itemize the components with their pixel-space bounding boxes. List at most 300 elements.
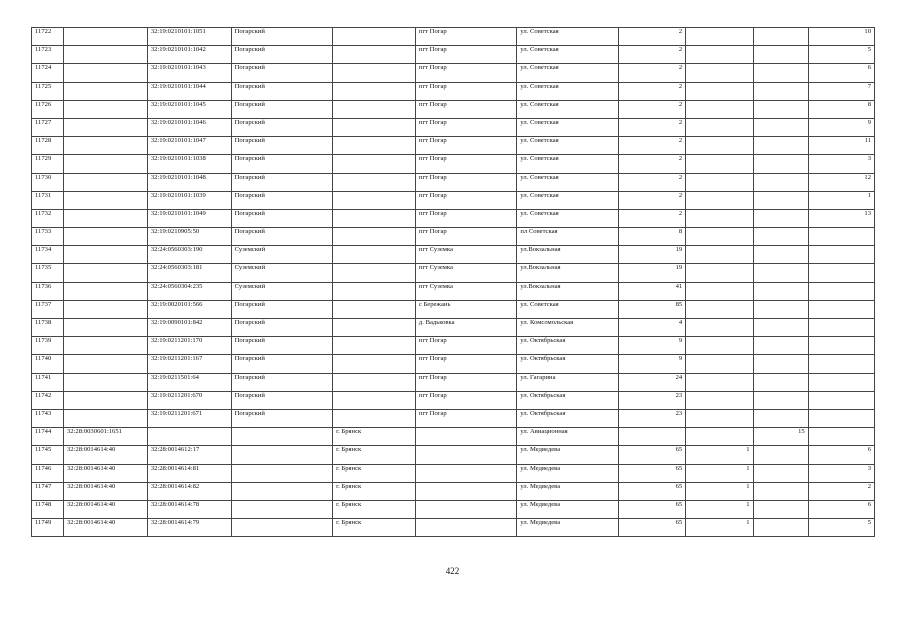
cell-cadastral-number: 32:19:0210101:1049 — [147, 209, 231, 227]
cell-cadastral-parent — [63, 391, 147, 409]
cell-row-number: 11731 — [32, 191, 64, 209]
cell-building — [686, 64, 753, 82]
cell-settlement — [415, 500, 517, 518]
cell-settlement: пгт Погар — [415, 209, 517, 227]
cell-apartment-a — [753, 46, 808, 64]
cell-house: 23 — [618, 409, 685, 427]
cell-city — [333, 409, 416, 427]
cell-apartment-a — [753, 209, 808, 227]
cell-district: Погарский — [231, 319, 333, 337]
cell-street: ул. Октябрьская — [517, 409, 619, 427]
cell-cadastral-parent — [63, 264, 147, 282]
cell-house: 19 — [618, 246, 685, 264]
cell-apartment-b: 7 — [808, 82, 874, 100]
table-row — [32, 28, 875, 46]
cell-apartment-a — [753, 246, 808, 264]
cell-building: 1 — [686, 519, 753, 537]
cell-settlement: пгт Суземка — [415, 264, 517, 282]
cell-house: 2 — [618, 82, 685, 100]
cell-house: 19 — [618, 264, 685, 282]
cell-street: ул. Медведева — [517, 519, 619, 537]
cell-apartment-b: 6 — [808, 500, 874, 518]
cell-cadastral-number: 32:19:0210101:1044 — [147, 82, 231, 100]
cell-cadastral-parent: 32:28:0030601:1651 — [63, 428, 147, 446]
cell-apartment-b — [808, 391, 874, 409]
cell-house: 2 — [618, 173, 685, 191]
cell-settlement: пгт Погар — [415, 355, 517, 373]
cell-city — [333, 209, 416, 227]
cell-building — [686, 46, 753, 64]
cell-street: ул. Октябрьская — [517, 391, 619, 409]
cell-settlement — [415, 519, 517, 537]
cell-street: ул. Медведева — [517, 482, 619, 500]
cell-apartment-b: 5 — [808, 46, 874, 64]
cell-row-number: 11740 — [32, 355, 64, 373]
cell-house: 2 — [618, 64, 685, 82]
cell-row-number: 11728 — [32, 137, 64, 155]
cell-city — [333, 155, 416, 173]
cell-district: Погарский — [231, 137, 333, 155]
cell-row-number: 11748 — [32, 500, 64, 518]
cell-building — [686, 118, 753, 136]
cell-district: Погарский — [231, 191, 333, 209]
cell-cadastral-parent — [63, 100, 147, 118]
cell-city: г. Брянск — [333, 500, 416, 518]
cell-house: 41 — [618, 282, 685, 300]
cell-cadastral-parent: 32:28:0014614:40 — [63, 446, 147, 464]
cell-row-number: 11742 — [32, 391, 64, 409]
cell-district: Суземский — [231, 246, 333, 264]
cell-building — [686, 100, 753, 118]
cell-city — [333, 82, 416, 100]
cell-building: 1 — [686, 464, 753, 482]
cell-district — [231, 446, 333, 464]
cell-building — [686, 82, 753, 100]
cell-apartment-a — [753, 82, 808, 100]
cell-row-number: 11739 — [32, 337, 64, 355]
cell-building — [686, 209, 753, 227]
cell-building — [686, 28, 753, 46]
cell-row-number: 11736 — [32, 282, 64, 300]
cell-district: Погарский — [231, 118, 333, 136]
cell-city — [333, 173, 416, 191]
cell-cadastral-parent: 32:28:0014614:40 — [63, 519, 147, 537]
cell-street: ул. Советская — [517, 28, 619, 46]
table-row — [32, 319, 875, 337]
cell-street: ул. Советская — [517, 300, 619, 318]
cell-cadastral-parent — [63, 28, 147, 46]
cell-apartment-b: 11 — [808, 137, 874, 155]
cell-apartment-a: 15 — [753, 428, 808, 446]
cell-apartment-a — [753, 337, 808, 355]
cell-building — [686, 337, 753, 355]
cell-street: ул. Советская — [517, 46, 619, 64]
table-row — [32, 373, 875, 391]
cell-building: 1 — [686, 482, 753, 500]
cell-cadastral-number: 32:24:0560304:235 — [147, 282, 231, 300]
cell-city — [333, 28, 416, 46]
cell-city: г. Брянск — [333, 482, 416, 500]
table-row — [32, 282, 875, 300]
cell-street: ул.Вокзальная — [517, 282, 619, 300]
cell-apartment-a — [753, 446, 808, 464]
cell-street: ул. Советская — [517, 137, 619, 155]
cell-street: ул. Советская — [517, 100, 619, 118]
cell-apartment-a — [753, 355, 808, 373]
cell-district — [231, 519, 333, 537]
cell-row-number: 11744 — [32, 428, 64, 446]
cell-city — [333, 355, 416, 373]
cell-settlement: пгт Погар — [415, 137, 517, 155]
cell-district — [231, 500, 333, 518]
cell-building — [686, 155, 753, 173]
cell-cadastral-number: 32:19:0211201:670 — [147, 391, 231, 409]
cell-settlement: пгт Погар — [415, 337, 517, 355]
cell-cadastral-parent — [63, 300, 147, 318]
cell-apartment-b — [808, 409, 874, 427]
cell-settlement: пгт Погар — [415, 28, 517, 46]
cell-settlement: пгт Погар — [415, 173, 517, 191]
cell-apartment-a — [753, 155, 808, 173]
cell-cadastral-number: 32:19:0020101:566 — [147, 300, 231, 318]
cell-apartment-b: 6 — [808, 446, 874, 464]
cell-row-number: 11734 — [32, 246, 64, 264]
cell-apartment-a — [753, 409, 808, 427]
cell-city — [333, 228, 416, 246]
cell-settlement: пгт Погар — [415, 391, 517, 409]
cell-building — [686, 282, 753, 300]
cell-row-number: 11732 — [32, 209, 64, 227]
cell-street: ул.Вокзальная — [517, 246, 619, 264]
table-row — [32, 482, 875, 500]
cell-row-number: 11724 — [32, 64, 64, 82]
document-page — [31, 27, 875, 537]
table-row — [32, 64, 875, 82]
cell-district: Суземский — [231, 282, 333, 300]
cell-street: ул. Советская — [517, 64, 619, 82]
cell-building — [686, 428, 753, 446]
cell-street: ул.Вокзальная — [517, 264, 619, 282]
cell-apartment-b — [808, 337, 874, 355]
cell-house: 2 — [618, 118, 685, 136]
cell-house: 65 — [618, 446, 685, 464]
cell-cadastral-parent — [63, 319, 147, 337]
table-row — [32, 173, 875, 191]
table-row — [32, 500, 875, 518]
cell-city: г. Брянск — [333, 428, 416, 446]
cell-cadastral-parent: 32:28:0014614:40 — [63, 464, 147, 482]
cell-cadastral-parent — [63, 337, 147, 355]
cell-house — [618, 428, 685, 446]
cell-row-number: 11735 — [32, 264, 64, 282]
cell-district: Погарский — [231, 209, 333, 227]
cell-district: Погарский — [231, 373, 333, 391]
cell-cadastral-parent — [63, 155, 147, 173]
cell-apartment-b: 5 — [808, 519, 874, 537]
cell-settlement: пгт Погар — [415, 118, 517, 136]
cell-district: Погарский — [231, 300, 333, 318]
cell-house: 2 — [618, 100, 685, 118]
cell-street: ул. Советская — [517, 82, 619, 100]
cell-settlement: пгт Погар — [415, 373, 517, 391]
cell-building — [686, 409, 753, 427]
cell-row-number: 11722 — [32, 28, 64, 46]
cell-settlement — [415, 446, 517, 464]
cell-city — [333, 137, 416, 155]
cell-row-number: 11727 — [32, 118, 64, 136]
cell-apartment-a — [753, 464, 808, 482]
cell-street: ул. Комсомольская — [517, 319, 619, 337]
table-row — [32, 519, 875, 537]
table-row — [32, 355, 875, 373]
cell-apartment-a — [753, 282, 808, 300]
cell-district — [231, 428, 333, 446]
cell-district — [231, 464, 333, 482]
cell-cadastral-number: 32:19:0210101:1048 — [147, 173, 231, 191]
cell-row-number: 11733 — [32, 228, 64, 246]
cell-house: 2 — [618, 28, 685, 46]
cell-street: ул. Октябрьская — [517, 337, 619, 355]
cell-building — [686, 191, 753, 209]
cell-apartment-b: 2 — [808, 482, 874, 500]
cell-apartment-b: 8 — [808, 100, 874, 118]
cell-row-number: 11725 — [32, 82, 64, 100]
cell-city — [333, 282, 416, 300]
cell-district: Погарский — [231, 391, 333, 409]
cell-settlement: пгт Погар — [415, 46, 517, 64]
cell-apartment-b: 3 — [808, 464, 874, 482]
cell-street: ул. Советская — [517, 191, 619, 209]
table-row — [32, 137, 875, 155]
cell-apartment-b — [808, 428, 874, 446]
cell-city — [333, 118, 416, 136]
cell-apartment-b: 1 — [808, 191, 874, 209]
cell-cadastral-number: 32:19:0211201:167 — [147, 355, 231, 373]
cell-settlement: с Бережань — [415, 300, 517, 318]
cell-city — [333, 319, 416, 337]
cell-apartment-a — [753, 28, 808, 46]
cell-cadastral-number: 32:24:0560303:190 — [147, 246, 231, 264]
table-row — [32, 428, 875, 446]
cell-settlement: пгт Погар — [415, 228, 517, 246]
cell-row-number: 11738 — [32, 319, 64, 337]
cell-settlement — [415, 428, 517, 446]
cell-cadastral-number: 32:19:0210101:1043 — [147, 64, 231, 82]
cell-row-number: 11723 — [32, 46, 64, 64]
cell-house: 85 — [618, 300, 685, 318]
cell-district: Погарский — [231, 409, 333, 427]
cell-cadastral-parent — [63, 282, 147, 300]
cell-street: ул. Медведева — [517, 464, 619, 482]
cell-district: Суземский — [231, 264, 333, 282]
cell-cadastral-number: 32:19:0210101:1039 — [147, 191, 231, 209]
cell-cadastral-number: 32:28:0014614:81 — [147, 464, 231, 482]
cell-district: Погарский — [231, 46, 333, 64]
cell-district: Погарский — [231, 64, 333, 82]
table-row — [32, 446, 875, 464]
cell-city — [333, 246, 416, 264]
cell-city — [333, 373, 416, 391]
cell-apartment-a — [753, 500, 808, 518]
cell-street: ул. Гагарина — [517, 373, 619, 391]
table-row — [32, 82, 875, 100]
cell-apartment-b — [808, 246, 874, 264]
cell-cadastral-number: 32:28:0014614:78 — [147, 500, 231, 518]
cell-district: Погарский — [231, 155, 333, 173]
cell-row-number: 11726 — [32, 100, 64, 118]
cell-settlement — [415, 482, 517, 500]
cell-cadastral-number: 32:19:0210101:1046 — [147, 118, 231, 136]
cell-settlement: пгт Погар — [415, 100, 517, 118]
cell-house: 2 — [618, 191, 685, 209]
table-row — [32, 409, 875, 427]
registry-table — [31, 27, 875, 537]
cell-house: 24 — [618, 373, 685, 391]
table-row — [32, 228, 875, 246]
cell-apartment-a — [753, 100, 808, 118]
cell-city: г. Брянск — [333, 446, 416, 464]
cell-apartment-b — [808, 264, 874, 282]
cell-house: 2 — [618, 137, 685, 155]
cell-building — [686, 373, 753, 391]
page-number: 422 — [445, 566, 460, 576]
cell-cadastral-parent — [63, 64, 147, 82]
cell-cadastral-parent — [63, 228, 147, 246]
cell-apartment-b — [808, 355, 874, 373]
cell-district: Погарский — [231, 228, 333, 246]
cell-settlement: пгт Погар — [415, 64, 517, 82]
table-row — [32, 100, 875, 118]
cell-settlement: пгт Погар — [415, 82, 517, 100]
cell-street: ул. Октябрьская — [517, 355, 619, 373]
table-row — [32, 264, 875, 282]
cell-row-number: 11743 — [32, 409, 64, 427]
cell-house: 4 — [618, 319, 685, 337]
table-row — [32, 191, 875, 209]
cell-row-number: 11749 — [32, 519, 64, 537]
cell-house: 2 — [618, 209, 685, 227]
cell-city — [333, 391, 416, 409]
table-row — [32, 118, 875, 136]
cell-apartment-a — [753, 482, 808, 500]
cell-apartment-b: 9 — [808, 118, 874, 136]
cell-settlement: пгт Погар — [415, 155, 517, 173]
cell-apartment-a — [753, 373, 808, 391]
cell-district: Погарский — [231, 100, 333, 118]
cell-city: г. Брянск — [333, 519, 416, 537]
cell-cadastral-parent — [63, 373, 147, 391]
table-row — [32, 246, 875, 264]
cell-cadastral-number: 32:19:0210101:1051 — [147, 28, 231, 46]
cell-row-number: 11747 — [32, 482, 64, 500]
cell-cadastral-parent: 32:28:0014614:40 — [63, 482, 147, 500]
cell-district: Погарский — [231, 173, 333, 191]
cell-building — [686, 137, 753, 155]
cell-apartment-a — [753, 519, 808, 537]
cell-house: 65 — [618, 482, 685, 500]
cell-street: ул. Советская — [517, 209, 619, 227]
cell-cadastral-number: 32:19:0210101:1038 — [147, 155, 231, 173]
cell-house: 2 — [618, 46, 685, 64]
cell-cadastral-number: 32:28:0014612:17 — [147, 446, 231, 464]
cell-cadastral-parent — [63, 191, 147, 209]
cell-street: пл Советская — [517, 228, 619, 246]
cell-apartment-a — [753, 64, 808, 82]
cell-apartment-b: 12 — [808, 173, 874, 191]
table-row — [32, 391, 875, 409]
cell-settlement: пгт Погар — [415, 191, 517, 209]
cell-building — [686, 391, 753, 409]
cell-apartment-a — [753, 118, 808, 136]
table-row — [32, 337, 875, 355]
table-row — [32, 464, 875, 482]
cell-cadastral-parent — [63, 246, 147, 264]
cell-building — [686, 319, 753, 337]
cell-district: Погарский — [231, 82, 333, 100]
cell-cadastral-number: 32:19:0211201:170 — [147, 337, 231, 355]
cell-cadastral-number: 32:19:0210101:1042 — [147, 46, 231, 64]
cell-settlement: пгт Суземка — [415, 246, 517, 264]
cell-house: 9 — [618, 355, 685, 373]
cell-cadastral-number: 32:28:0014614:82 — [147, 482, 231, 500]
cell-cadastral-number — [147, 428, 231, 446]
cell-street: ул. Авиационная — [517, 428, 619, 446]
cell-house: 2 — [618, 155, 685, 173]
cell-row-number: 11729 — [32, 155, 64, 173]
table-row — [32, 300, 875, 318]
cell-apartment-b: 6 — [808, 64, 874, 82]
cell-city — [333, 264, 416, 282]
cell-cadastral-parent — [63, 409, 147, 427]
cell-cadastral-parent — [63, 82, 147, 100]
cell-city: г. Брянск — [333, 464, 416, 482]
cell-city — [333, 191, 416, 209]
cell-cadastral-parent — [63, 137, 147, 155]
cell-cadastral-number: 32:19:0211501:64 — [147, 373, 231, 391]
cell-apartment-b — [808, 319, 874, 337]
cell-cadastral-parent — [63, 209, 147, 227]
cell-settlement — [415, 464, 517, 482]
cell-settlement: д. Вадьковка — [415, 319, 517, 337]
table-row — [32, 46, 875, 64]
cell-apartment-b: 13 — [808, 209, 874, 227]
cell-cadastral-number: 32:24:0560303:181 — [147, 264, 231, 282]
cell-apartment-b — [808, 300, 874, 318]
cell-apartment-b: 10 — [808, 28, 874, 46]
cell-apartment-a — [753, 264, 808, 282]
cell-house: 65 — [618, 464, 685, 482]
cell-row-number: 11737 — [32, 300, 64, 318]
cell-house: 8 — [618, 228, 685, 246]
cell-settlement: пгт Погар — [415, 409, 517, 427]
cell-city — [333, 100, 416, 118]
cell-apartment-a — [753, 391, 808, 409]
cell-cadastral-parent — [63, 118, 147, 136]
cell-district: Погарский — [231, 337, 333, 355]
cell-apartment-a — [753, 319, 808, 337]
cell-cadastral-number: 32:28:0014614:79 — [147, 519, 231, 537]
cell-building — [686, 246, 753, 264]
cell-cadastral-number: 32:19:0211201:671 — [147, 409, 231, 427]
cell-cadastral-number: 32:19:0210905:50 — [147, 228, 231, 246]
cell-row-number: 11730 — [32, 173, 64, 191]
cell-building: 1 — [686, 500, 753, 518]
cell-house: 65 — [618, 519, 685, 537]
cell-street: ул. Советская — [517, 118, 619, 136]
cell-apartment-a — [753, 137, 808, 155]
cell-district — [231, 482, 333, 500]
cell-street: ул. Советская — [517, 173, 619, 191]
